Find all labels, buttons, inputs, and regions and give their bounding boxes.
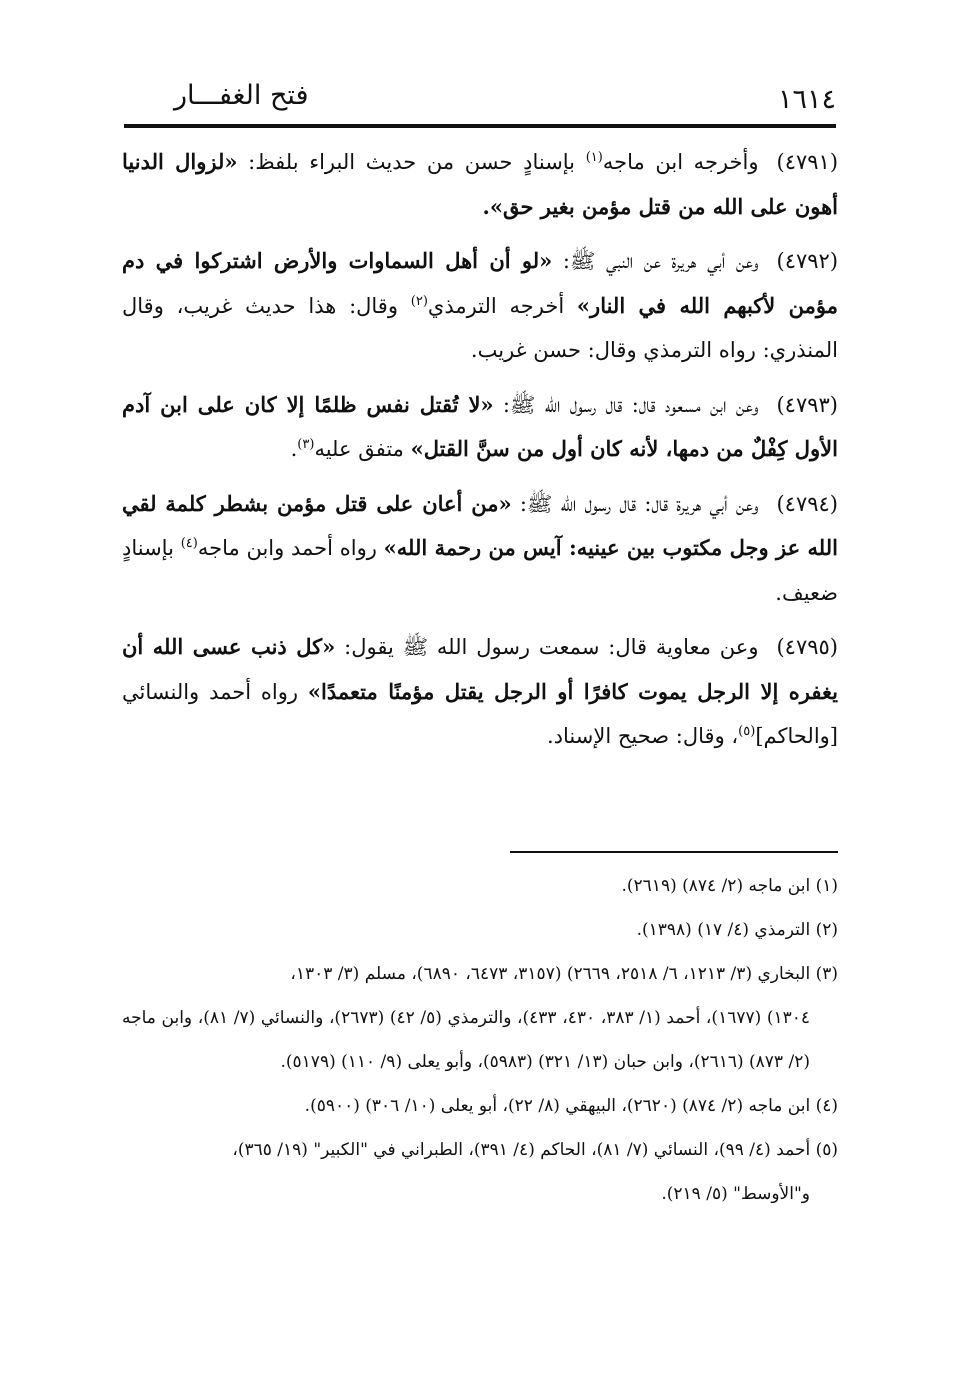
footnote-text: (٤) ابن ماجه (٢/ ٨٧٤) (٢٦٢٠)، البيهقي (٨/ ٢٢)، أبو يعلى (١٠/ ٣٠٦) (٥٩٠٠). xyxy=(304,1096,838,1116)
footnote-2 xyxy=(122,908,838,952)
hadith-text: رواه أحمد والنسائي [والحاكم] xyxy=(122,679,838,748)
hadith-text: رواه أحمد وابن ماجه xyxy=(197,536,384,560)
hadith-quote: «لو أن أهل السماوات والأرض اشتركوا في دم مؤمن لأكبهم الله في النار» xyxy=(122,248,839,318)
hadith-paragraph-4795 xyxy=(122,625,838,759)
main-text xyxy=(122,140,838,769)
hadith-paragraph-4793 xyxy=(122,383,838,472)
hadith-text: أخرجه الترمذي xyxy=(427,293,577,318)
footnote-5 xyxy=(122,1128,838,1216)
hadith-text: وأخرجه ابن ماجه xyxy=(602,150,759,174)
hadith-text: ، وقال: صحيح الإسناد. xyxy=(547,724,739,748)
footnote-4 xyxy=(122,1084,838,1128)
hadith-quote: «لا تُقتل نفس ظلمًا إلا كان على ابن آدم الأول كِفْلٌ من دمها، لأنه كان أول من سنَّ القتل» xyxy=(122,391,838,461)
hadith-quote: «لزوال الدنيا أهون على الله من قتل مؤمن بغير حق». xyxy=(122,149,838,219)
footnote-marker: (٤) xyxy=(180,536,198,551)
footnote-marker: (٥) xyxy=(738,724,756,739)
hadith-text: وقال: هذا حديث غريب، وقال المنذري: رواه الترمذي وقال: حسن غريب. xyxy=(122,293,838,362)
hadith-text: متفق عليه xyxy=(314,437,411,461)
page-number: ١٦١٤ xyxy=(777,84,836,115)
hadith-text: وعن أبي هريرة عن النبي ﷺ: xyxy=(552,249,759,273)
hadith-quote: «كل ذنب عسى الله أن يغفره إلا الرجل يموت كافرًا أو الرجل يقتل مؤمنًا متعمدًا» xyxy=(122,634,838,704)
page-header xyxy=(124,78,836,126)
hadith-text: وعن معاوية قال: سمعت رسول الله ﷺ يقول: xyxy=(335,635,759,659)
hadith-number: (٤٧٩٤) xyxy=(776,491,838,516)
header-rule xyxy=(124,124,836,128)
footnote-1 xyxy=(122,864,838,908)
hadith-paragraph-4791 xyxy=(122,140,838,229)
footnote-text: (٢) الترمذي (٤/ ١٧) (١٣٩٨). xyxy=(636,920,838,940)
footnote-3 xyxy=(122,952,838,1084)
footnote-separator xyxy=(510,851,838,853)
hadith-number: (٤٧٩١) xyxy=(776,150,839,174)
hadith-number: (٤٧٩٥) xyxy=(776,635,838,659)
hadith-paragraph-4794 xyxy=(122,482,838,616)
hadith-number: (٤٧٩٢) xyxy=(776,249,839,273)
footnote-marker: (٢) xyxy=(410,293,428,309)
footnote-text: (٣) البخاري (٣/ ١٢١٣، ٦/ ٢٥١٨، ٢٦٦٩) (٣١٥٧، ٦٤٧٣، ٦٨٩٠)، مسلم (٣/ ١٣٠٣، xyxy=(290,964,838,984)
running-title: فتح الغفـــار xyxy=(174,80,309,111)
hadith-number: (٤٧٩٣) xyxy=(776,392,838,417)
hadith-text: وعن ابن مسعود قال: قال رسول الله ﷺ: xyxy=(493,392,759,417)
hadith-text: . xyxy=(290,437,298,461)
hadith-text: بإسنادٍ حسن من حديث البراء بلفظ: xyxy=(237,150,586,174)
footnote-marker: (١) xyxy=(585,150,603,165)
hadith-quote: «من أعان على قتل مؤمن بشطر كلمة لقي الله عز وجل مكتوب بين عينيه: آيس من رحمة الله» xyxy=(122,490,838,560)
footnote-continuation: و"الأوسط" (٥/ ٢١٩). xyxy=(661,1184,810,1204)
hadith-text: وعن أبي هريرة قال: قال رسول الله ﷺ: xyxy=(511,491,759,516)
hadith-paragraph-4792 xyxy=(122,239,838,373)
hadith-text: بإسنادٍ ضعيف. xyxy=(122,536,838,605)
footnote-text: (٥) أحمد (٤/ ٩٩)، النسائي (٧/ ٨١)، الحاكم (٤/ ٣٩١)، الطبراني في "الكبير" (١٩/ ٣٦٥)، xyxy=(232,1140,838,1160)
footnote-marker: (٣) xyxy=(297,437,315,452)
footnotes xyxy=(122,864,838,1216)
footnote-text: (١) ابن ماجه (٢/ ٨٧٤) (٢٦١٩). xyxy=(621,876,838,896)
footnote-continuation: ١٣٠٤) (١٦٧٧)، أحمد (١/ ٣٨٣، ٤٣٠، ٤٣٣)، والترمذي (٥/ ٤٢) (٢٦٧٣)، والنسائي (٧/ ٨١)، وابن ماجه (٢/ ٨٧٣) (٢٦١٦)، وابن حبان (١٣/ ٣٢١) (٥٩٨٣)، وأبو يعلى (٩/ ١١٠) (٥١٧٩). xyxy=(122,1008,810,1072)
